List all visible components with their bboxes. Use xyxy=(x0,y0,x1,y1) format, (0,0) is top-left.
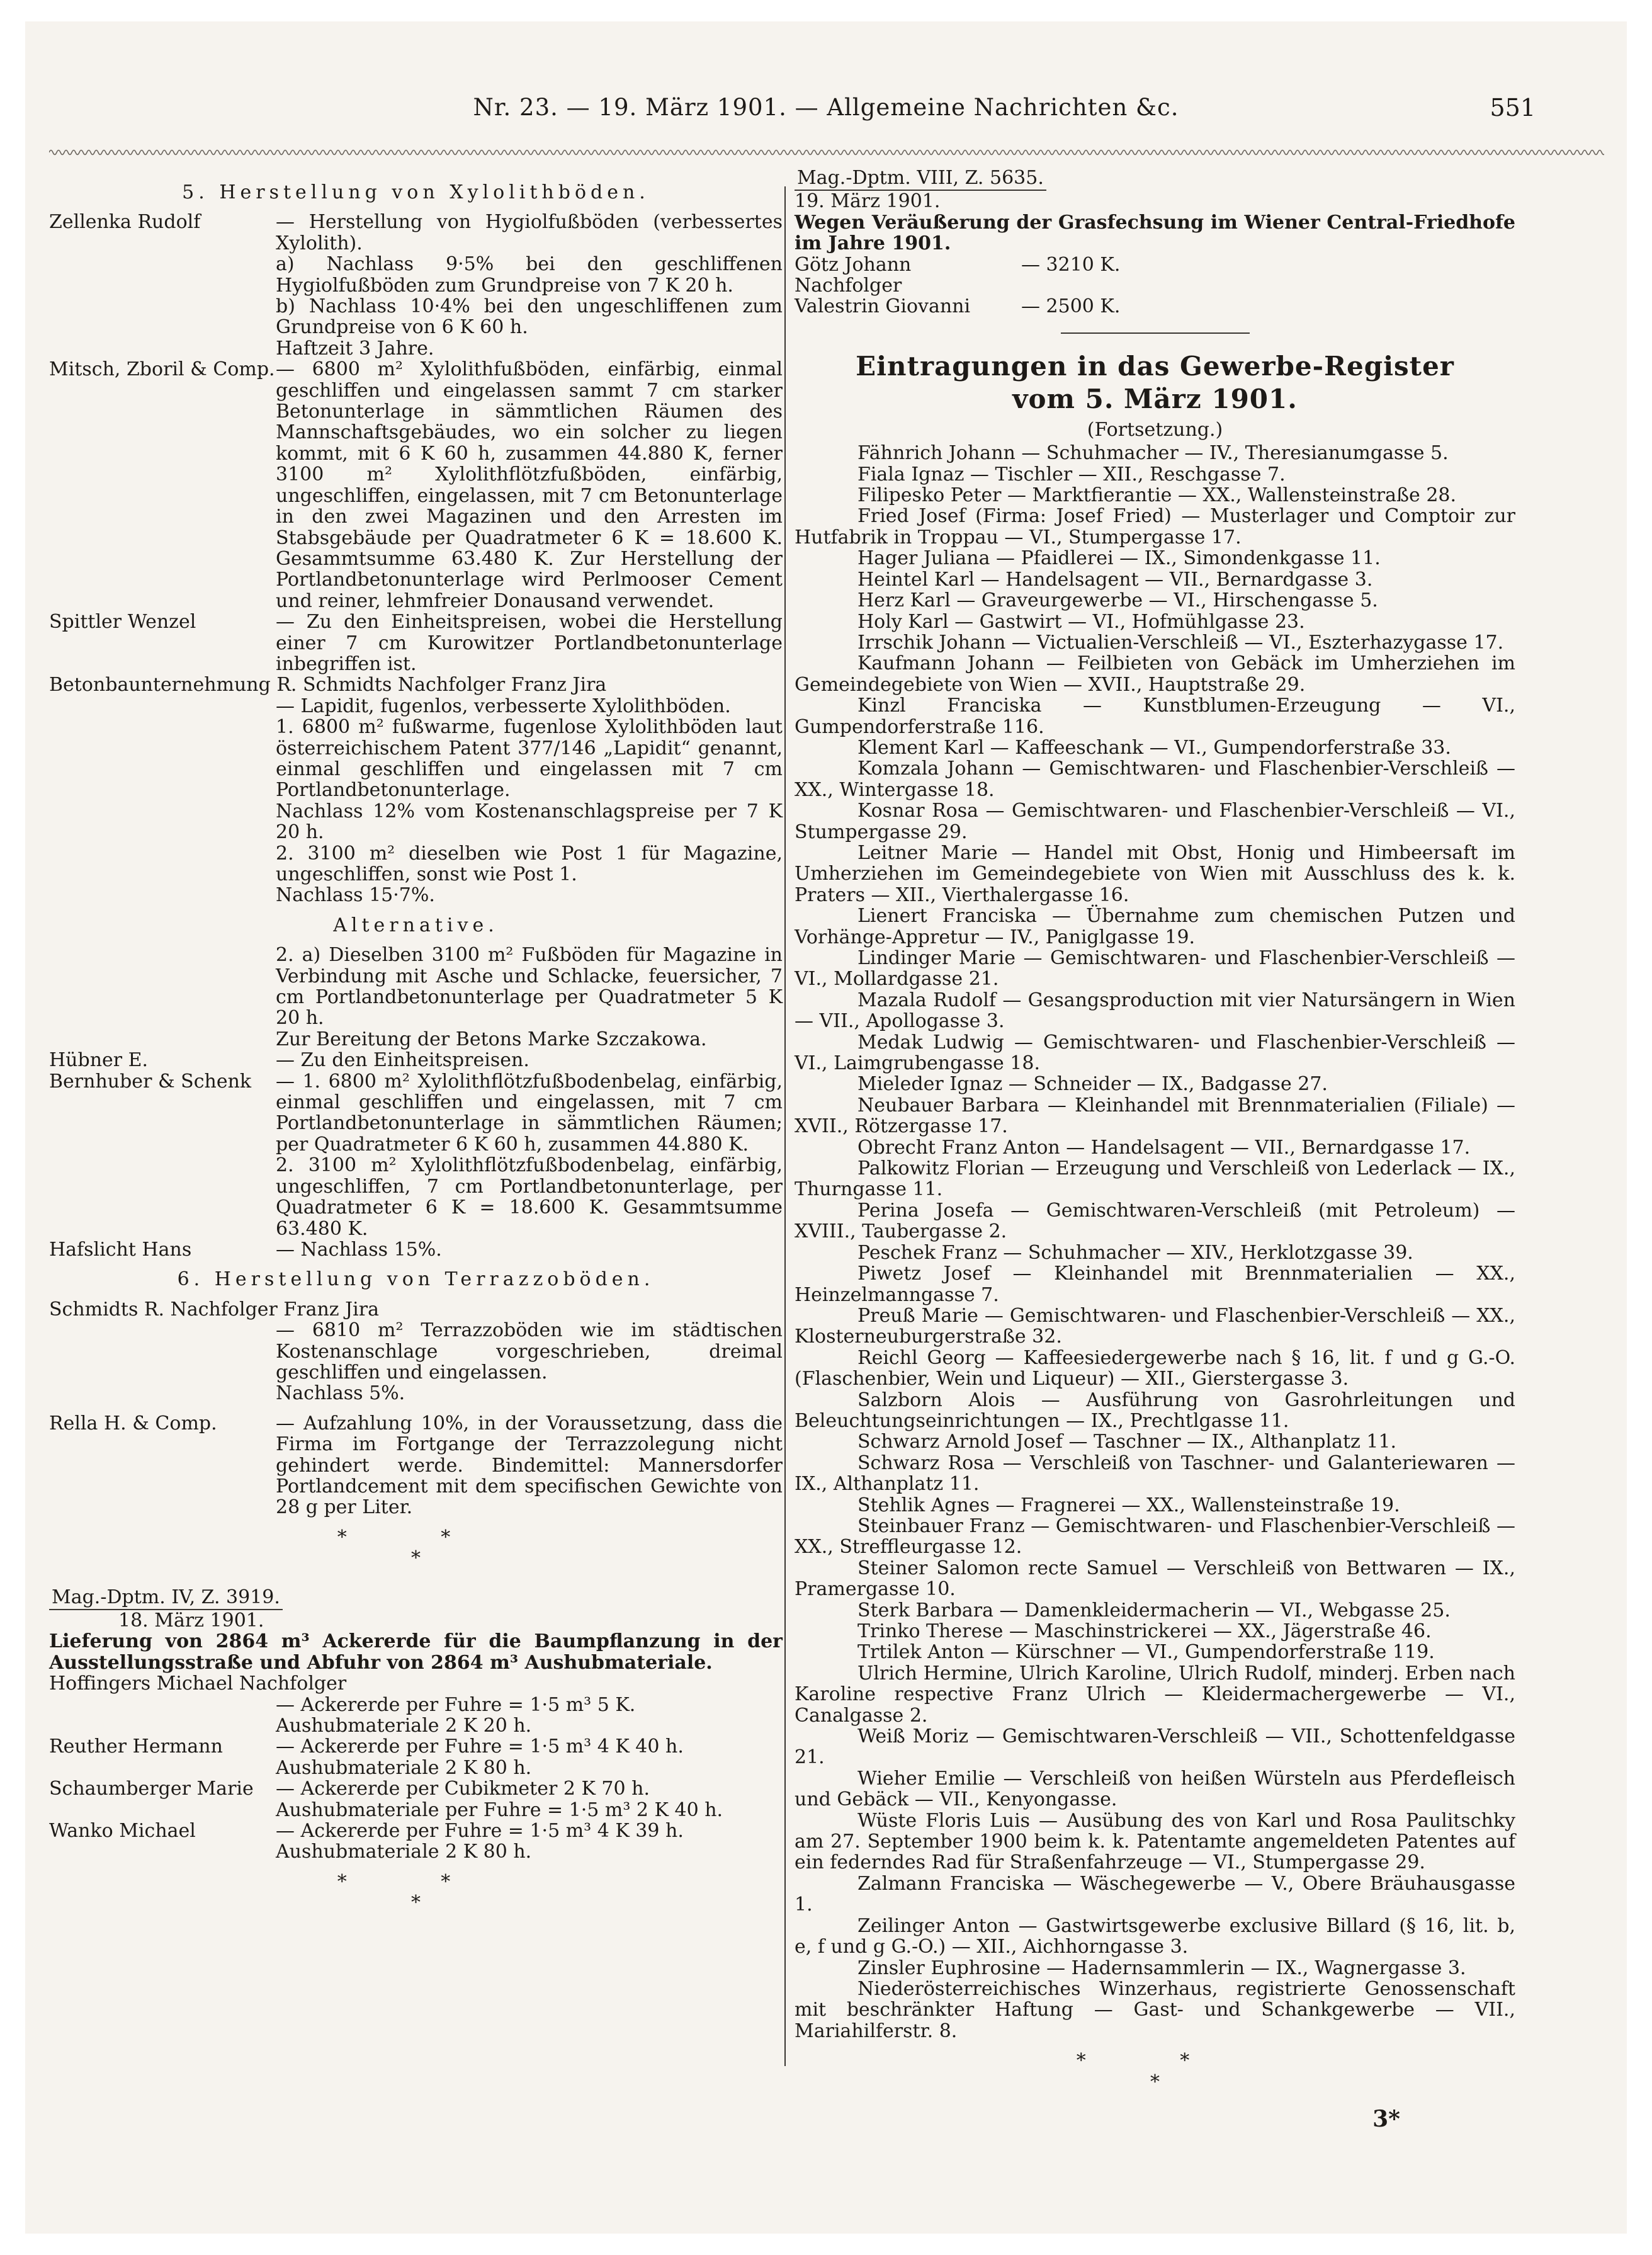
register-entry: Mazala Rudolf — Gesangsproduction mit vier Natursängern in Wien — VII., Apollogasse 3. xyxy=(795,989,1515,1033)
bidder-list xyxy=(49,212,783,674)
newspaper-page xyxy=(25,21,1627,2234)
bidder-offer: — Ackererde per Cubikmeter 2 K 70 h. Aushubmateriale per Fuhre = 1·5 m³ 2 K 40 h. xyxy=(276,1778,723,1821)
bidder-list xyxy=(49,1736,783,1862)
bidder-name: Spittler Wenzel xyxy=(49,611,196,633)
signature-mark: 3* xyxy=(1372,2106,1400,2132)
alternative-title: Alternative. xyxy=(333,914,499,936)
register-entry: Salzborn Alois — Ausführung von Gasrohrleitungen und Beleuchtungseinrichtungen — IX., Prechtlgasse 11. xyxy=(795,1389,1515,1432)
register-entry: Kinzl Franciska — Kunstblumen-Erzeugung — VI., Gumpendorferstraße 116. xyxy=(795,695,1515,738)
register-entry: Mieleder Ignaz — Schneider — IX., Badgasse 27. xyxy=(857,1073,1328,1096)
register-entry: Komzala Johann — Gemischtwaren- und Flaschenbier-Verschleiß — XX., Wintergasse 18. xyxy=(795,758,1515,801)
section-title: 6. Herstellung von Terrazzoböden. xyxy=(177,1268,655,1291)
left-column xyxy=(49,182,783,1923)
register-entry: Preuß Marie — Gemischtwaren- und Flaschenbier-Verschleiß — XX., Klosterneuburgerstraße 32. xyxy=(795,1304,1515,1348)
bidder-offer: — Nachlass 15%. xyxy=(276,1238,442,1261)
lot-reference: Mag.-Dptm. IV, Z. 3919. xyxy=(49,1587,283,1610)
right-column xyxy=(795,168,1515,2101)
bidder-name: Hafslicht Hans xyxy=(49,1238,192,1261)
register-entry: Heintel Karl — Handelsagent — VII., Bernardgasse 3. xyxy=(857,568,1373,591)
bidder-offer: — 3210 K. xyxy=(1021,253,1121,276)
section-stars: * * xyxy=(1076,2050,1234,2072)
register-entry: Medak Ludwig — Gemischtwaren- und Flaschenbier-Verschleiß — VI., Laimgrubengasse 18. xyxy=(795,1031,1515,1075)
register-entry: Trinko Therese — Maschinstrickerei — XX., Jägerstraße 46. xyxy=(857,1620,1432,1642)
bidder-list xyxy=(795,254,1515,317)
register-entry: Lindinger Marie — Gemischtwaren- und Flaschenbier-Verschleiß — VI., Mollardgasse 21. xyxy=(795,947,1515,991)
register-entry: Fried Josef (Firma: Josef Fried) — Musterlager und Comptoir zur Hutfabrik in Troppau — VI., Stumpergasse 17. xyxy=(795,505,1515,548)
page-number: 551 xyxy=(1490,94,1536,122)
register-entry: Stehlik Agnes — Fragnerei — XX., Wallensteinstraße 19. xyxy=(857,1494,1400,1516)
bidder-name-line: Betonbaunternehmung R. Schmidts Nachfolger Franz Jira xyxy=(49,674,607,696)
bidder-offer: — 1. 6800 m² Xylolithflötzfußbodenbelag, einfärbig, einmal geschliffen und eingelassen, mit 7 cm Portlandbetonunterlage in sämmtlichen Räumen; per Quadratmeter 6 K 60 h, zusammen 44.880 K. 2. 3100 m² Xylolithflötzfußbodenbelag, einfärbig, ungeschliffen, 7 cm Portlandbetonunterlage, per Quadratmeter 6 K = 18.600 K. Gesammtsumme 63.480 K. xyxy=(276,1070,783,1240)
register-date: vom 5. März 1901. xyxy=(1012,383,1298,414)
register-entry: Wüste Floris Luis — Ausübung des von Karl und Rosa Paulitschky am 27. September 1900 beim k. k. Patentamte angemeldeten Patentes auf ein federndes Rad für Straßenfahrzeuge — VI., Stumpergasse 29. xyxy=(795,1809,1515,1874)
bidder-row xyxy=(49,1239,783,1260)
register-entry: Trtilek Anton — Kürschner — VI., Gumpendorferstraße 119. xyxy=(857,1641,1435,1664)
bidder-name: Schaumberger Marie xyxy=(49,1778,254,1800)
bidder-row xyxy=(49,1778,783,1820)
header-title: Nr. 23. — 19. März 1901. — Allgemeine Nachrichten &c. xyxy=(473,94,1179,121)
register-entry: Ulrich Hermine, Ulrich Karoline, Ulrich Rudolf, minderj. Erben nach Karoline respective Franz Ulrich — Kleidermachergewerbe — VI., Canalgasse 2. xyxy=(795,1662,1515,1727)
register-entry: Fiala Ignaz — Tischler — XII., Reschgasse 7. xyxy=(857,463,1286,486)
bidder-row xyxy=(795,296,1515,317)
register-entry: Palkowitz Florian — Erzeugung und Verschleiß von Lederlack — IX., Thurngasse 11. xyxy=(795,1157,1515,1201)
bidder-row xyxy=(49,611,783,674)
section-stars: * xyxy=(1150,2070,1160,2093)
section-stars: * * xyxy=(337,1870,495,1893)
bidder-list xyxy=(49,1050,783,1260)
bidder-offer: — Ackererde per Fuhre = 1·5 m³ 5 K. Aushubmateriale 2 K 20 h. xyxy=(276,1693,636,1737)
register-entry: Zalmann Franciska — Wäschegewerbe — V., Obere Bräuhausgasse 1. xyxy=(795,1872,1515,1916)
register-entry: Steinbauer Franz — Gemischtwaren- und Flaschenbier-Verschleiß — XX., Streffleurgasse 12. xyxy=(795,1514,1515,1559)
register-entry: Irrschik Johann — Victualien-Verschleiß — VI., Eszterhazygasse 17. xyxy=(857,631,1504,654)
bidder-name: Rella H. & Comp. xyxy=(49,1412,217,1434)
header-wavy-rule xyxy=(49,146,1604,159)
bidder-name-line: Schmidts R. Nachfolger Franz Jira xyxy=(49,1298,379,1321)
bidder-row xyxy=(795,254,1515,297)
register-entry: Reichl Georg — Kaffeesiedergewerbe nach § 16, lit. f und g G.-O. (Flaschenbier, Wein und Liqueur) — XII., Gierstergasse 3. xyxy=(795,1346,1515,1390)
section-stars: * xyxy=(411,1547,421,1570)
register-entry: Fähnrich Johann — Schuhmacher — IV., Theresianumgasse 5. xyxy=(857,442,1449,465)
register-entry: Zeilinger Anton — Gastwirtsgewerbe exclusive Billard (§ 16, lit. b, e, f und g G.-O.) — XII., Aichhorngasse 3. xyxy=(795,1914,1515,1958)
register-entry: Peschek Franz — Schuhmacher — XIV., Herklotzgasse 39. xyxy=(857,1241,1413,1264)
register-entry: Lienert Franciska — Übernahme zum chemischen Putzen und Vorhänge-Appretur — IV., Paniglgasse 19. xyxy=(795,905,1515,948)
bidder-offer: — Zu den Einheitspreisen, wobei die Herstellung einer 7 cm Kurowitzer Portlandbetonunterlage inbegriffen ist. xyxy=(276,611,783,675)
register-entry: Schwarz Rosa — Verschleiß von Taschner- und Galanteriewaren — IX., Althanplatz 11. xyxy=(795,1451,1515,1496)
bidder-name: Valestrin Giovanni xyxy=(795,295,971,318)
bidder-list xyxy=(49,1413,783,1518)
bidder-offer: — Ackererde per Fuhre = 1·5 m³ 4 K 40 h. Aushubmateriale 2 K 80 h. xyxy=(276,1735,684,1779)
bidder-name: Hübner E. xyxy=(49,1049,149,1072)
bidder-offer: — Zu den Einheitspreisen. xyxy=(276,1049,529,1072)
lot-date: 18. März 1901. xyxy=(118,1610,264,1632)
register-entry: Sterk Barbara — Damenkleidermacherin — VI., Webgasse 25. xyxy=(857,1599,1451,1622)
bidder-name: Wanko Michael xyxy=(49,1820,196,1843)
register-entry: Hager Juliana — Pfaidlerei — IX., Simondenkgasse 11. xyxy=(857,547,1381,570)
section-divider xyxy=(1061,332,1250,334)
bidder-offer: — Lapidit, fugenlos, verbesserte Xylolithböden. 1. 6800 m² fußwarme, fugenlose Xylolithböden laut österreichischem Patent 377/146 „Lapidit“ genannt, einmal geschliffen und eingelassen mit 7 cm Portlandbetonunterlage. Nachlass 12% vom Kostenanschlagspreise per 7 K 20 h. 2. 3100 m² dieselben wie Post 1 für Magazine, ungeschliffen, sonst wie Post 1. Nachlass 15·7%. xyxy=(276,695,783,907)
register-entry: Niederösterreichisches Winzerhaus, registrierte Genossenschaft mit beschränkter Haftung — Gast- und Schankgewerbe — VII., Mariahilferstr. 8. xyxy=(795,1977,1515,2042)
bidder-name-line: Hoffingers Michael Nachfolger xyxy=(49,1673,347,1695)
bidder-row xyxy=(49,1050,783,1071)
lot-title: Wegen Veräußerung der Grasfechsung im Wiener Central-Friedhofe im Jahre 1901. xyxy=(795,211,1515,255)
register-entry: Obrecht Franz Anton — Handelsagent — VII., Bernardgasse 17. xyxy=(857,1136,1471,1159)
bidder-name: Bernhuber & Schenk xyxy=(49,1070,252,1093)
bidder-offer: — Aufzahlung 10%, in der Voraussetzung, dass die Firma im Fortgange der Terrazzolegung nicht gehindert werde. Bindemittel: Mannersdorfer Portlandcement mit dem specifischen Gewichte von 28 g per Liter. xyxy=(276,1412,783,1519)
register-entry: Weiß Moriz — Gemischtwaren-Verschleiß — VII., Schottenfeldgasse 21. xyxy=(795,1725,1515,1769)
register-entry: Perina Josefa — Gemischtwaren-Verschleiß (mit Petroleum) — XVIII., Taubergasse 2. xyxy=(795,1199,1515,1243)
bidder-row xyxy=(49,1071,783,1239)
bidder-row xyxy=(49,1413,783,1518)
register-entry: Wieher Emilie — Verschleiß von heißen Würsteln aus Pferdefleisch und Gebäck — VII., Kenyongasse. xyxy=(795,1767,1515,1811)
bidder-offer: — 6800 m² Xylolithfußböden, einfärbig, einmal geschliffen und eingelassen sammt 7 cm starker Betonunterlage in sämmtlichen Räumen des Mannschaftsgebäudes, wo ein solcher zu liegen kommt, mit 6 K 60 h, zusammen 44.880 K, ferner 3100 m² Xylolithflötzfußböden, einfärbig, ungeschliffen, eingelassen, mit 7 cm Betonunterlage in den zwei Magazinen und den Arresten im Stabsgebäude per Quadratmeter 6 K = 18.600 K. Gesammtsumme 63.480 K. Zur Herstellung der Portlandbetonunterlage wird Perlmooser Cement und reiner, lehmfreier Donausand verwendet. xyxy=(276,358,783,612)
section-stars: * * xyxy=(337,1526,495,1548)
bidder-offer: — Herstellung von Hygiolfußböden (verbessertes Xylolith). a) Nachlass 9·5% bei den geschliffenen Hygiolfußböden zum Grundpreise von 7 K 20 h. b) Nachlass 10·4% bei den ungeschliffenen zum Grundpreise von 6 K 60 h. Haftzeit 3 Jahre. xyxy=(276,211,783,360)
section-stars: * xyxy=(411,1892,421,1914)
bidder-row xyxy=(49,1736,783,1778)
register-entry: Piwetz Josef — Kleinhandel mit Brennmaterialien — XX., Heinzelmanngasse 7. xyxy=(795,1263,1515,1306)
register-entry: Leitner Marie — Handel mit Obst, Honig und Himbeersaft im Umherziehen im Gemeindegebiete von Wien mit Ausschluss des k. k. Praters — XII., Vierthalergasse 16. xyxy=(795,841,1515,906)
bidder-name: Götz Johann Nachfolger xyxy=(795,253,912,297)
register-subtitle: (Fortsetzung.) xyxy=(1087,418,1223,441)
bidder-offer: — Ackererde per Fuhre = 1·5 m³ 4 K 39 h. Aushubmateriale 2 K 80 h. xyxy=(276,1820,684,1863)
register-entry: Kaufmann Johann — Feilbieten von Gebäck im Umherziehen im Gemeindegebiete von Wien — XVII., Hauptstraße 29. xyxy=(795,652,1515,696)
register-entry: Herz Karl — Graveurgewerbe — VI., Hirschengasse 5. xyxy=(857,589,1378,612)
bidder-offer: — 6810 m² Terrazzoböden wie im städtischen Kostenanschlage vorgeschrieben, dreimal geschliffen und eingelassen. Nachlass 5%. xyxy=(276,1319,783,1405)
register-entry: Steiner Salomon recte Samuel — Verschleiß von Bettwaren — IX., Pramergasse 10. xyxy=(795,1557,1515,1601)
page-header xyxy=(25,94,1627,144)
register-entry: Zinsler Euphrosine — Hadernsammlerin — IX., Wagnergasse 3. xyxy=(857,1957,1466,1979)
section-title: 5. Herstellung von Xylolithböden. xyxy=(182,181,650,203)
alternative-offer: 2. a) Dieselben 3100 m² Fußböden für Magazine in Verbindung mit Asche und Schlacke, feuersicher, 7 cm Portlandbetonunterlage per Quadratmeter 5 K 20 h. Zur Bereitung der Betons Marke Szczakowa. xyxy=(276,944,783,1050)
bidder-row xyxy=(49,212,783,359)
register-entry: Filipesko Peter — Marktfierantie — XX., Wallensteinstraße 28. xyxy=(857,484,1457,507)
bidder-offer: — 2500 K. xyxy=(1021,295,1121,318)
lot-reference: Mag.-Dptm. VIII, Z. 5635. xyxy=(795,168,1046,191)
bidder-row xyxy=(49,359,783,611)
bidder-name: Mitsch, Zboril & Comp. xyxy=(49,358,275,381)
register-title: Eintragungen in das Gewerbe-Register xyxy=(856,350,1454,382)
bidder-row xyxy=(49,1820,783,1863)
register-entry: Kosnar Rosa — Gemischtwaren- und Flaschenbier-Verschleiß — VI., Stumpergasse 29. xyxy=(795,800,1515,843)
lot-date: 19. März 1901. xyxy=(795,190,941,213)
lot-title: Lieferung von 2864 m³ Ackererde für die Baumpflanzung in der Ausstellungsstraße und Abfuhr von 2864 m³ Aushubmateriale. xyxy=(49,1630,783,1674)
register-entry: Schwarz Arnold Josef — Taschner — IX., Althanplatz 11. xyxy=(857,1431,1397,1453)
register-entry: Neubauer Barbara — Kleinhandel mit Brennmaterialien (Filiale) — XVII., Rötzergasse 17. xyxy=(795,1094,1515,1138)
bidder-name: Reuther Hermann xyxy=(49,1735,223,1758)
register-entry: Klement Karl — Kaffeeschank — VI., Gumpendorferstraße 33. xyxy=(857,736,1451,759)
bidder-name: Zellenka Rudolf xyxy=(49,211,201,234)
register-entries xyxy=(795,443,1515,2042)
column-divider xyxy=(784,186,786,2066)
register-entry: Holy Karl — Gastwirt — VI., Hofmühlgasse 23. xyxy=(857,610,1305,633)
